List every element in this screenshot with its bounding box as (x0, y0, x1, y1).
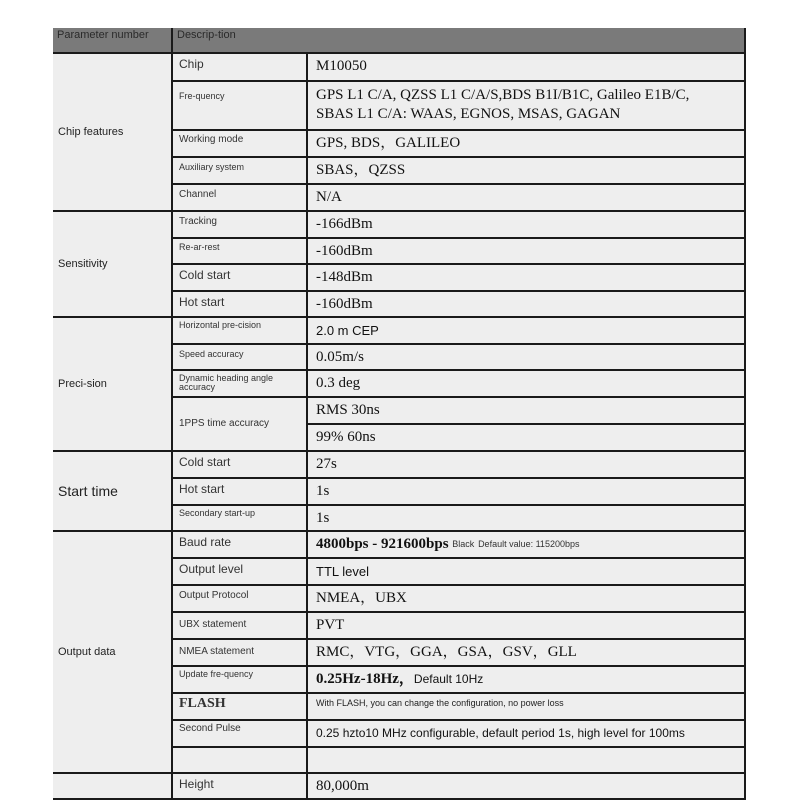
label-flash: FLASH (173, 694, 308, 721)
spec-table (53, 28, 746, 800)
label-speed-accuracy: Speed accuracy (173, 345, 308, 371)
group-chip-features: Chip features (53, 54, 173, 212)
label-output-protocol: Output Protocol (173, 586, 308, 613)
value-baud-rate-black: Black (452, 539, 475, 549)
value-chip: M10050 (308, 54, 746, 82)
label-update-frequency: Update fre-quency (173, 667, 308, 694)
group-precision: Preci-sion (53, 318, 173, 452)
value-nmea-statement: RMC，VTG，GGA，GSA，GSV，GLL (308, 640, 746, 667)
value-output-level: TTL level (308, 559, 746, 586)
value-horizontal-precision: 2.0 m CEP (308, 318, 746, 345)
label-working-mode: Working mode (173, 131, 308, 158)
value-cold-start-time: 27s (308, 452, 746, 479)
label-hot-start-time: Hot start (173, 479, 308, 506)
value-speed-accuracy: 0.05m/s (308, 345, 746, 371)
label-height: Height (173, 774, 308, 800)
label-cold-start-sensitivity: Cold start (173, 265, 308, 292)
label-output-level: Output level (173, 559, 308, 586)
label-ubx-statement: UBX statement (173, 613, 308, 640)
value-update-frequency-default: Default 10Hz (413, 672, 484, 686)
value-second-pulse: 0.25 hzto10 MHz configurable, default period 1s, high level for 100ms (308, 721, 746, 748)
value-frequency (308, 82, 746, 131)
group-empty (53, 774, 173, 800)
value-pps-rms: RMS 30ns (308, 398, 746, 425)
value-empty-output (308, 748, 746, 774)
label-frequency: Fre-quency (173, 82, 308, 131)
value-output-protocol: NMEA，UBX (308, 586, 746, 613)
label-chip: Chip (173, 54, 308, 82)
group-sensitivity: Sensitivity (53, 212, 173, 318)
label-tracking: Tracking (173, 212, 308, 239)
label-pps-accuracy: 1PPS time accuracy (173, 398, 308, 452)
label-heading-accuracy: Dynamic heading angle accuracy (173, 371, 308, 398)
value-pps-99: 99% 60ns (308, 425, 746, 452)
value-baud-rate (308, 532, 746, 559)
value-cold-start-sensitivity: -148dBm (308, 265, 746, 292)
value-frequency-line2: SBAS L1 C/A: WAAS, EGNOS, MSAS, GAGAN (316, 106, 621, 122)
label-second-pulse: Second Pulse (173, 721, 308, 748)
value-baud-rate-default: Default value: 115200bps (478, 539, 580, 549)
value-update-frequency-range: 0.25Hz-18Hz， (316, 671, 414, 687)
label-cold-start-time: Cold start (173, 452, 308, 479)
value-secondary-startup: 1s (308, 506, 746, 532)
value-hot-start-sensitivity: -160dBm (308, 292, 746, 318)
header-description: Descrip-tion (173, 28, 746, 54)
header-parameter: Parameter number (53, 28, 173, 54)
value-height: 80,000m (308, 774, 746, 800)
group-output-data: Output data (53, 532, 173, 774)
value-hot-start-time: 1s (308, 479, 746, 506)
label-secondary-startup: Secondary start-up (173, 506, 308, 532)
label-hot-start-sensitivity: Hot start (173, 292, 308, 318)
value-baud-rate-range: 4800bps - 921600bps (316, 536, 449, 552)
label-rearrest: Re-ar-rest (173, 239, 308, 265)
value-update-frequency (308, 667, 746, 694)
value-rearrest: -160dBm (308, 239, 746, 265)
value-flash: With FLASH, you can change the configuration, no power loss (308, 694, 746, 721)
label-empty-output (173, 748, 308, 774)
value-auxiliary-system: SBAS，QZSS (308, 158, 746, 185)
value-channel: N/A (308, 185, 746, 212)
group-start-time: Start time (53, 452, 173, 532)
value-ubx-statement: PVT (308, 613, 746, 640)
value-frequency-line1: GPS L1 C/A, QZSS L1 C/A/S,BDS B1I/B1C, Galileo E1B/C, (316, 87, 690, 103)
value-heading-accuracy: 0.3 deg (308, 371, 746, 398)
label-horizontal-precision: Horizontal pre-cision (173, 318, 308, 345)
label-nmea-statement: NMEA statement (173, 640, 308, 667)
value-tracking: -166dBm (308, 212, 746, 239)
label-channel: Channel (173, 185, 308, 212)
value-working-mode: GPS, BDS，GALILEO (308, 131, 746, 158)
label-baud-rate: Baud rate (173, 532, 308, 559)
label-auxiliary-system: Auxiliary system (173, 158, 308, 185)
